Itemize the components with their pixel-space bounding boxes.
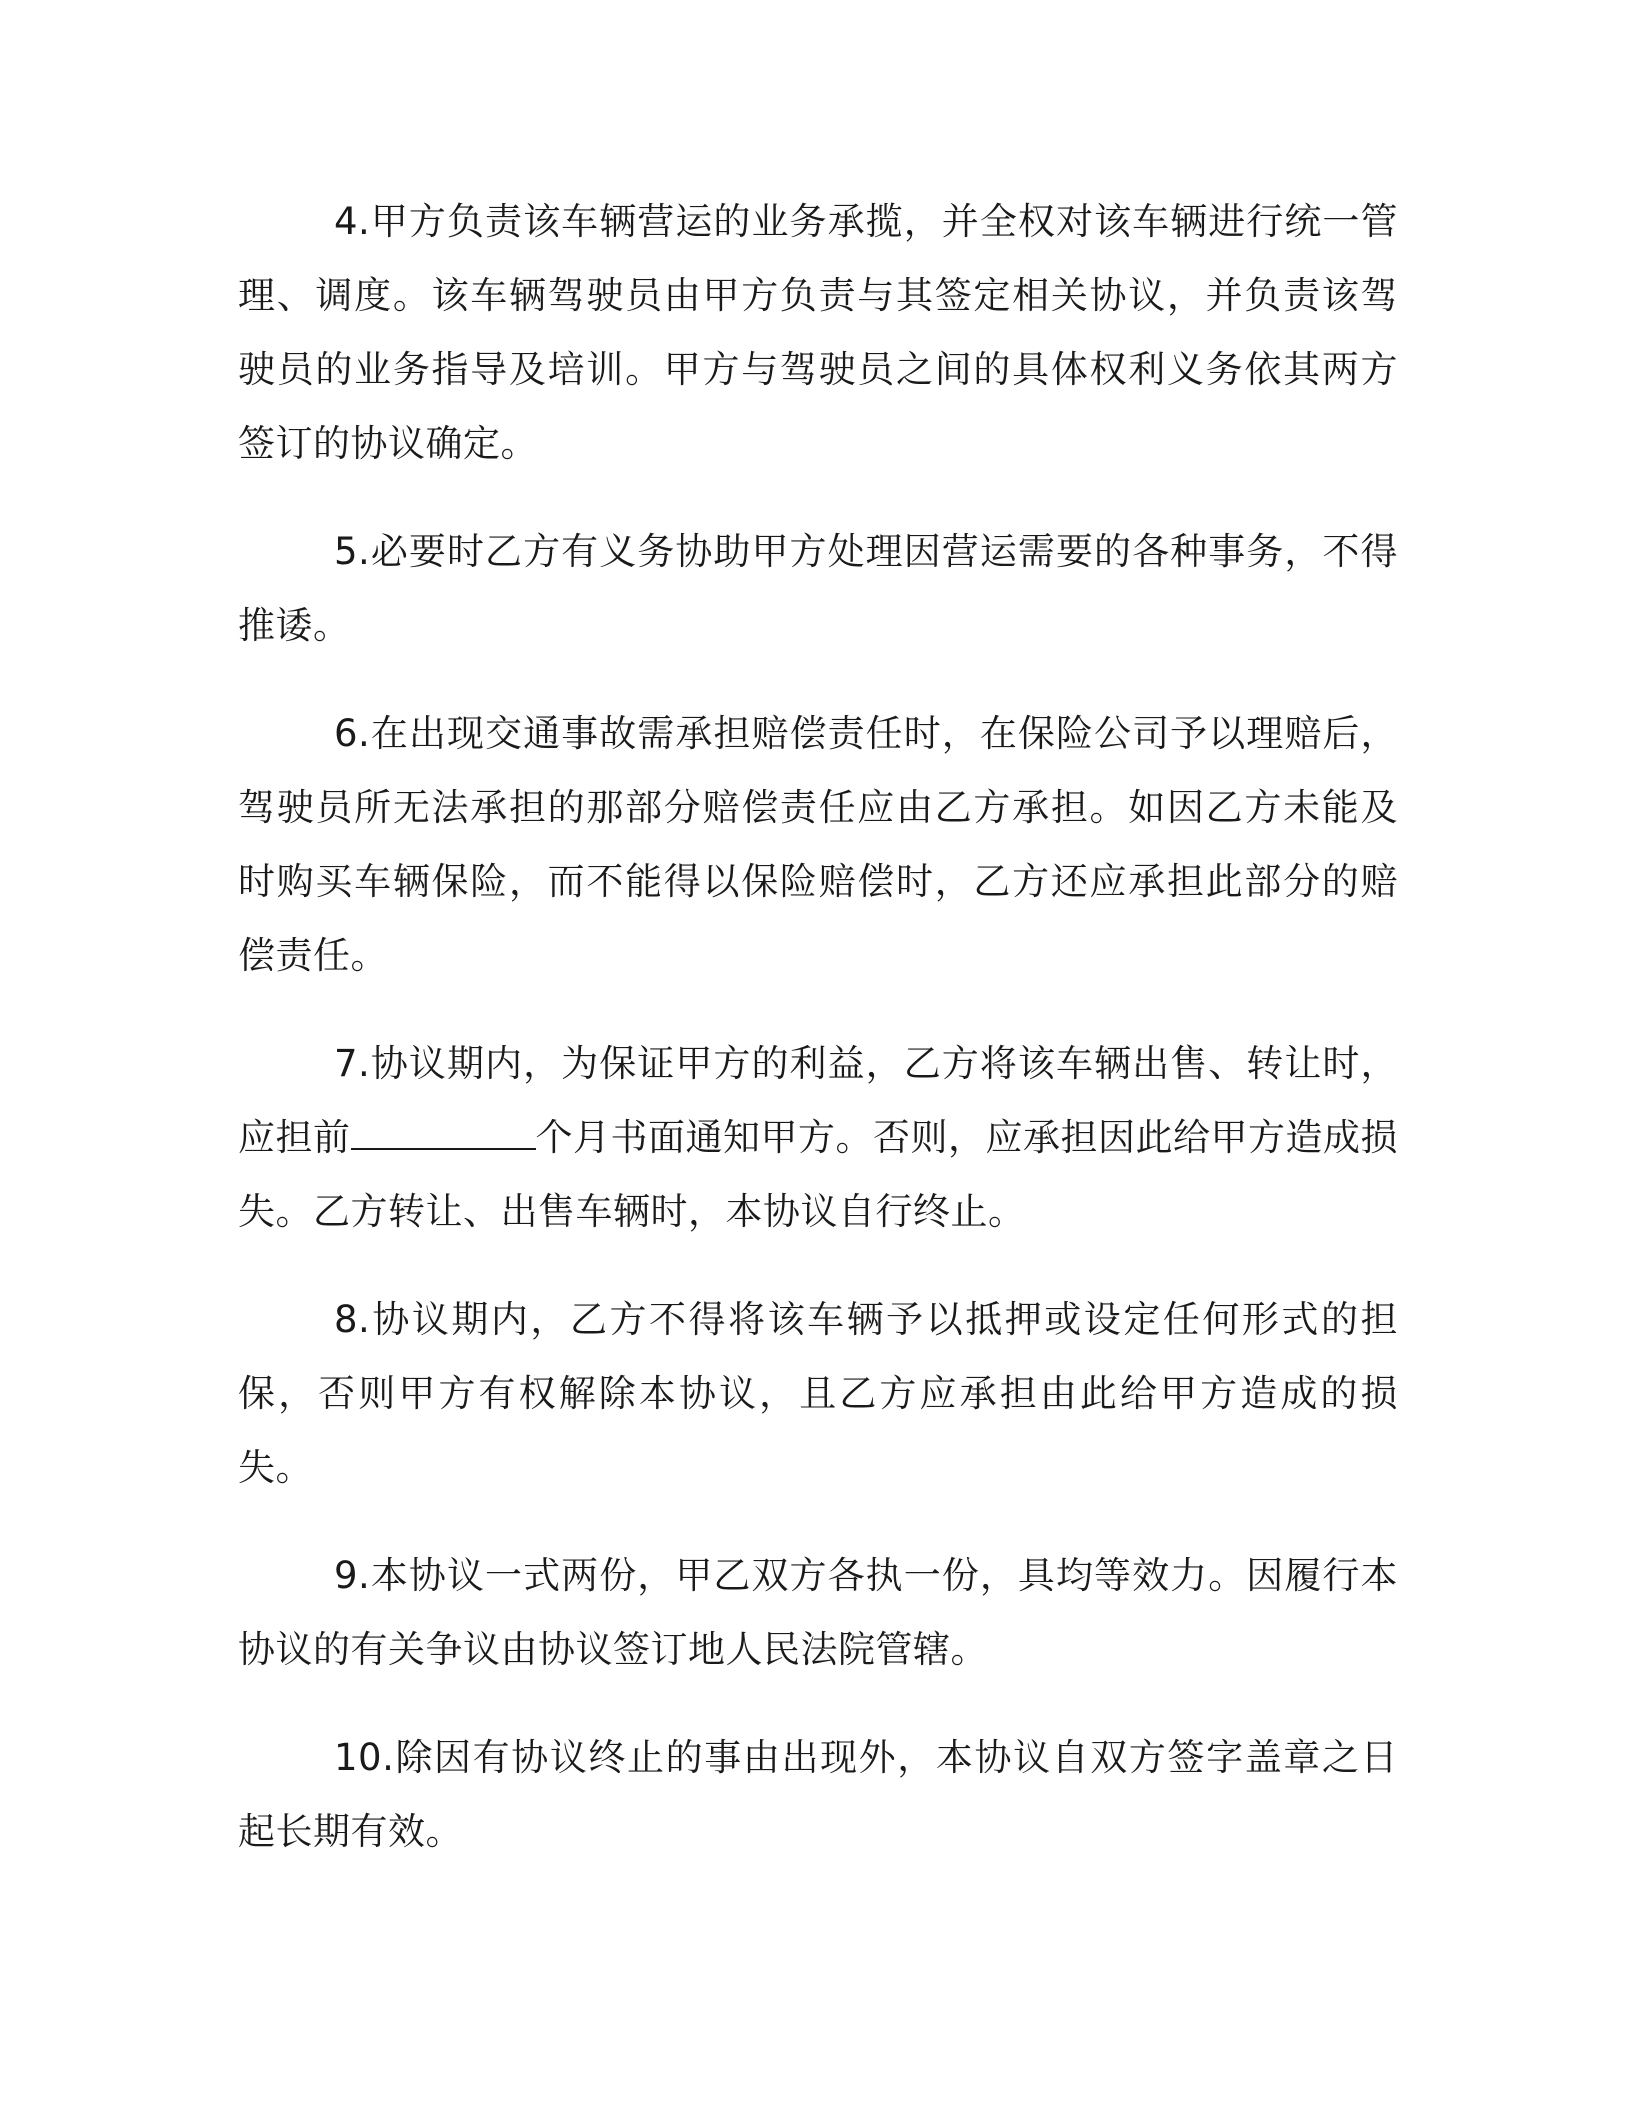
clause-7-text-before: 7.协议期内，为保证甲方的利益，乙方将该车辆出售、转让时，应担前 [238,1042,1398,1159]
clause-6: 6.在出现交通事故需承担赔偿责任时，在保险公司予以理赔后，驾驶员所无法承担的那部分赔偿责任应由乙方承担。如因乙方未能及时购买车辆保险，而不能得以保险赔偿时，乙方还应承担此部分的赔偿责任。 [238,712,1398,977]
clause-5: 5.必要时乙方有义务协助甲方处理因营运需要的各种事务，不得推诿。 [238,530,1398,647]
clause-7-text-after: 个月书面通知甲方。否则，应承担因此给甲方造成损失。乙方转让、出售车辆时，本协议自行终止。 [238,1116,1398,1233]
clause-4: 4.甲方负责该车辆营运的业务承揽，并全权对该车辆进行统一管理、调度。该车辆驾驶员由甲方负责与其签定相关协议，并负责该驾驶员的业务指导及培训。甲方与驾驶员之间的具体权利义务依其两方签订的协议确定。 [238,200,1398,465]
notice-months-blank [351,1104,536,1150]
clause-7 [238,1027,1398,1249]
document-body [238,185,1398,1903]
clause-8: 8.协议期内，乙方不得将该车辆予以抵押或设定任何形式的担保，否则甲方有权解除本协议，且乙方应承担由此给甲方造成的损失。 [238,1298,1398,1489]
clause-10: 10.除因有协议终止的事由出现外，本协议自双方签字盖章之日起长期有效。 [238,1736,1398,1853]
clause-9: 9.本协议一式两份，甲乙双方各执一份，具均等效力。因履行本协议的有关争议由协议签订地人民法院管辖。 [238,1554,1398,1671]
